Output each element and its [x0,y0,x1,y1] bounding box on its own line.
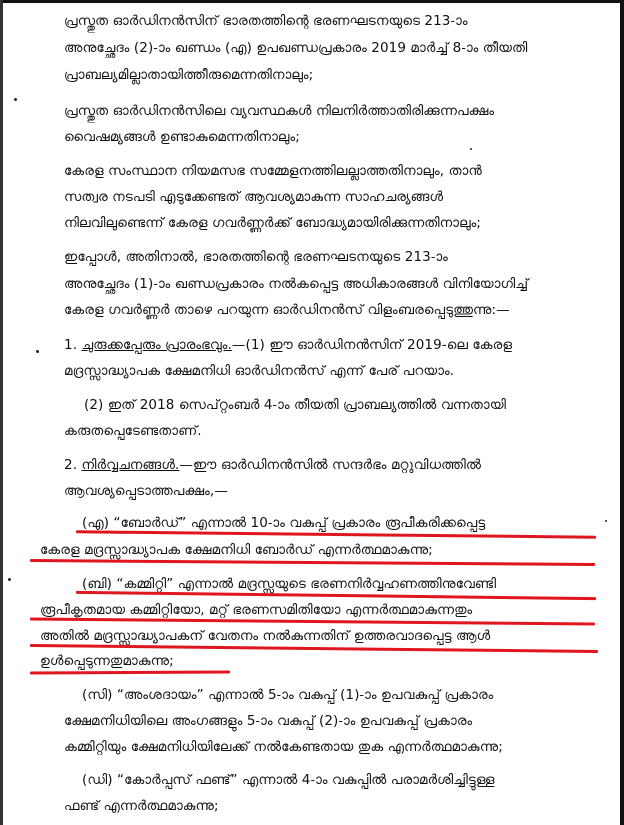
para1-line1-text: പ്രസ്തുത ഓർഡിനൻസിന് ഭാരതത്തിന്റെ ഭരണഘടനയുടെ 213-ാം [64,13,468,29]
definition-a-line1 [0,514,624,532]
definition-a-line2 [0,541,624,559]
section1-line2-text: മദ്രസ്സാദ്ധ്യാപക ക്ഷേമനിധി ഓർഡിനൻസ് എന്ന് പേര് പറയാം. [64,363,455,379]
scan-speck [8,578,11,581]
para1-line3 [0,66,624,84]
definition-c-line1 [0,686,624,704]
definition-a-line2-text: കേരള മദ്രസ്സാദ്ധ്യാപക ക്ഷേമനിധി ബോർഡ് എന്നർത്ഥമാകുന്നു; [40,542,433,558]
section2-line2-text: ആവശ്യപ്പെടാത്തപക്ഷം,— [64,483,228,499]
para3-line2 [0,188,624,206]
section2-line1 [0,456,624,474]
definition-d-line1 [0,771,624,789]
section1-number: 1. [64,337,78,353]
para3-line1 [0,162,624,180]
highlight-underline-b4 [30,670,230,674]
para3-line2-text: സത്വര നടപടി എടുക്കേണ്ടത് ആവശ്യമാകുന്ന സാഹചര്യങ്ങൾ [64,189,444,205]
para4-line3-text: കേരള ഗവർണ്ണർ താഴെ പറയുന്ന ഓർഡിനൻസ് വിളംബരപ്പെടുത്തുന്നു:— [64,302,510,318]
definition-b-line1-text: (ബി) “കമ്മിറ്റി” എന്നാൽ മദ്രസ്സയുടെ ഭരണനിർവ്വഹണത്തിനുവേണ്ടി [82,576,497,592]
definition-b-line4 [0,652,624,670]
para2-line1-text: പ്രസ്തുത ഓർഡിനൻസിലെ വ്യവസ്ഥകൾ നിലനിർത്താതിരിക്കുന്നപക്ഷം [64,103,495,119]
definition-c-line2 [0,712,624,730]
section1-line1-rest: —(1) ഈ ഓർഡിനൻസിന് 2019-ലെ കേരള [231,337,513,353]
para3-line3-text: നിലവിലുണ്ടെന്ന് കേരള ഗവർണ്ണർക്ക് ബോദ്ധ്യമായിരിക്കുന്നതിനാലും; [64,215,482,231]
definition-c-line2-text: ക്ഷേമനിധിയിലെ അംഗങ്ങളും 5-ാം വകുപ്പ് (2)-ാം ഉപവകുപ്പ് പ്രകാരം [64,713,473,729]
section1-line1 [0,336,624,354]
page-border-top [0,0,624,3]
section1-heading: ചുരുക്കപ്പേരും പ്രാരംഭവും. [81,337,232,353]
scan-speck [470,148,472,150]
definition-b-line3-text: അതിൽ മദ്രസ്സാദ്ധ്യാപകന് വേതനം നൽകുന്നതിന് ഉത്തരവാദപ്പെട്ട ആൾ [40,628,491,644]
section1-sub2-line1-text: (2) ഇത് 2018 സെപ്റ്റംബർ 4-ാം തീയതി പ്രാബല്യത്തിൽ വന്നതായി [84,397,507,413]
para1-line3-text: പ്രാബല്യമില്ലാതായിത്തീരുമെന്നതിനാലും; [64,67,314,83]
para2-line1 [0,102,624,120]
section1-sub2-line2-text: കരുതപ്പെടേണ്ടതാണ്. [64,423,202,439]
para4-line2-text: അനുച്ഛേദം (1)-ാം ഖണ്ഡപ്രകാരം നൽകപ്പെട്ട അധികാരങ്ങൾ വിനിയോഗിച്ച് [64,276,529,292]
section2-heading: നിർവ്വചനങ്ങൾ. [81,457,180,473]
para4-line3 [0,301,624,319]
section1-line2 [0,362,624,380]
definition-d-line1-text: (ഡി) “കോർപ്പസ് ഫണ്ട്” എന്നാൽ 4-ാം വകുപ്പിൽ പരാമർശിച്ചിട്ടുള്ള [82,772,495,788]
section1-sub2-line2 [0,422,624,440]
definition-b-line2-text: രൂപീകൃതമായ കമ്മിറ്റിയോ, മറ്റ് ഭരണസമിതിയോ എന്നർത്ഥമാകുന്നതും [40,602,473,618]
para3-line1-text: കേരള സംസ്ഥാന നിയമസഭ സമ്മേളനത്തിലല്ലാത്തതിനാലും, താൻ [64,163,482,179]
para3-line3 [0,214,624,232]
section2-line1-rest: —ഈ ഓർഡിനൻസിൽ സന്ദർഭം മറ്റുവിധത്തിൽ [179,457,481,473]
para4-line1 [0,248,624,266]
section2-line2 [0,482,624,500]
definition-b-line2 [0,601,624,619]
para2-line2-text: വൈഷമ്യങ്ങൾ ഉണ്ടാകുമെന്നതിനാലും; [64,129,300,145]
para4-line1-text: ഇപ്പോൾ, അതിനാൽ, ഭാരതത്തിന്റെ ഭരണഘടനയുടെ 213-ാം [64,249,448,265]
definition-d-line2 [0,797,624,815]
section2-number: 2. [64,457,78,473]
highlight-underline-a2 [30,559,595,566]
para1-line2 [0,39,624,57]
definition-c-line3-text: കമ്മിറ്റിയും ക്ഷേമനിധിയിലേക്ക് നൽകേണ്ടതായ തുക എന്നർത്ഥമാകുന്നു; [64,739,503,755]
definition-c-line1-text: (സി) “അംശദായം” എന്നാൽ 5-ാം വകുപ്പ് (1)-ാം ഉപവകുപ്പ് പ്രകാരം [82,687,494,703]
definition-c-line3 [0,738,624,756]
section1-sub2-line1 [0,396,624,414]
para1-line2-text: അനുച്ഛേദം (2)-ാം ഖണ്ഡം (എ) ഉപഖണ്ഡപ്രകാരം 2019 മാർച്ച് 8-ാം തീയതി [64,40,528,56]
scan-speck [605,520,607,522]
definition-b-line4-text: ഉൾപ്പെടുന്നതുമാകുന്നു; [40,653,174,669]
definition-d-line2-text: ഫണ്ട് എന്നർത്ഥമാകുന്നു; [64,798,219,814]
para4-line2 [0,275,624,293]
definition-b-line3 [0,627,624,645]
definition-a-line1-text: (എ) “ബോർഡ്” എന്നാൽ 10-ാം വകുപ്പ് പ്രകാരം രൂപീകരിക്കപ്പെട്ട [82,515,486,531]
scan-speck [36,350,39,353]
scan-speck [14,98,17,101]
para1-line1 [0,12,624,30]
para2-line2 [0,128,624,146]
